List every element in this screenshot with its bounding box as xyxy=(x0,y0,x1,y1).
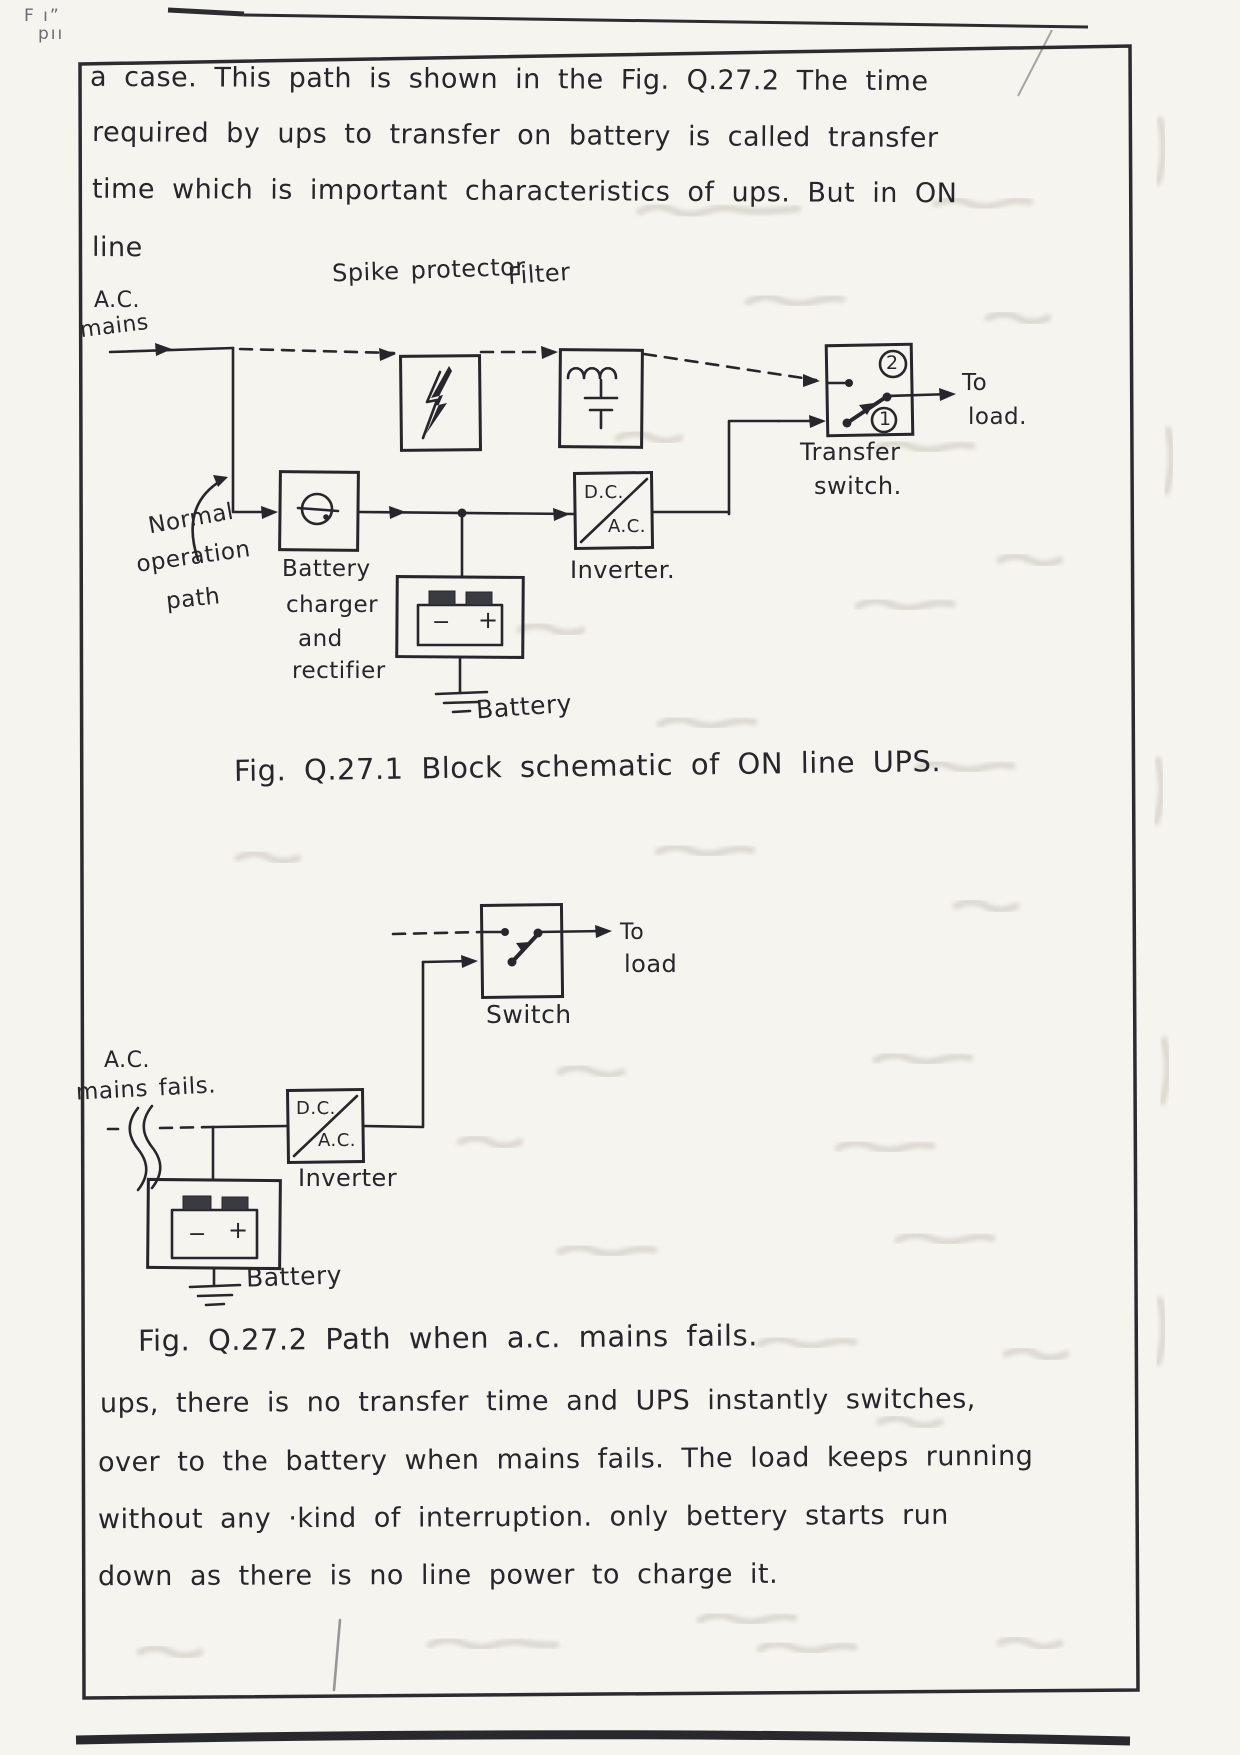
arrowhead xyxy=(803,374,820,387)
intro-line-4: line xyxy=(92,232,143,263)
fig1-battery-label: Battery xyxy=(475,688,573,725)
arrowhead xyxy=(379,348,396,361)
fig1-normal-path-label: operation xyxy=(134,536,253,578)
fig1-inverter-dc-label: D.C. xyxy=(584,482,624,503)
terminal-dot xyxy=(501,928,509,936)
fig1-battery-terminal xyxy=(466,592,492,605)
fig2-battery-plus: + xyxy=(228,1216,249,1244)
fig2-dead-mains-dash xyxy=(393,932,482,934)
arrowhead xyxy=(595,925,612,938)
fig1-charger-label: and xyxy=(298,626,343,652)
fig1-charger-label: charger xyxy=(286,592,379,618)
fig2-dashed-wire xyxy=(160,1127,213,1128)
spike-protector-box xyxy=(401,356,481,451)
arrowhead xyxy=(541,346,558,359)
fig2-mains-fails-label: mains fails. xyxy=(75,1072,217,1106)
corner-pen-mark: F ı” xyxy=(24,6,61,26)
fig2-inverter-ac-label: A.C. xyxy=(318,1130,357,1151)
fig2-caption: Fig. Q.27.2 Path when a.c. mains fails. xyxy=(137,1318,758,1358)
page-frame xyxy=(76,10,1138,1741)
fig2-to-load-label: To xyxy=(620,920,645,945)
charger-meter-dot xyxy=(323,514,329,520)
fig1-filter-label: Filter xyxy=(507,257,572,291)
fig1-schematic xyxy=(110,343,956,712)
fig1-spike-protector-label: Spike protector xyxy=(331,252,527,288)
fig1-contact-2-label: 2 xyxy=(886,352,899,374)
intro-line-2: required by ups to transfer on battery is called transfer xyxy=(91,117,939,154)
stray-pen-stroke xyxy=(334,1620,340,1690)
fig1-inverter-riser xyxy=(729,421,779,514)
arrowhead xyxy=(809,415,826,428)
terminal-dot xyxy=(845,379,853,387)
fig1-ac-mains-label: mains xyxy=(78,309,151,344)
fig1-ac-mains-label: A.C. xyxy=(94,288,141,313)
fig2-riser-wire xyxy=(363,962,423,1127)
fig1-battery-minus: − xyxy=(432,610,451,635)
corner-pen-mark: pıı xyxy=(38,24,65,44)
fig2-battery-terminal xyxy=(183,1196,211,1210)
fig2-mains-fails-label: A.C. xyxy=(104,1048,151,1073)
fig1-battery-terminal xyxy=(429,591,455,605)
top-edge-line xyxy=(244,15,1088,27)
fig2-battery-label: Battery xyxy=(245,1260,343,1293)
fig2-to-load-label: load xyxy=(624,950,678,978)
arrowhead xyxy=(461,955,478,968)
fig1-transfer-switch-label: Transfer xyxy=(800,438,901,466)
arrowhead xyxy=(261,506,278,519)
fig1-to-load-label: To xyxy=(962,370,988,396)
fig1-transfer-switch-label: switch. xyxy=(814,472,902,500)
fig1-normal-path-label: Normal xyxy=(146,498,236,540)
fig1-dashed-wire-1 xyxy=(240,349,394,353)
closing-line-2: over to the battery when mains fails. The load keeps running xyxy=(97,1440,1034,1479)
arrowhead xyxy=(553,508,570,521)
arrowhead xyxy=(939,388,956,401)
fig2-switch-label: Switch xyxy=(486,1000,572,1029)
fig1-dashed-wire-3 xyxy=(644,354,816,380)
fig1-mains-wire xyxy=(110,348,233,352)
inductor-symbol xyxy=(568,368,616,378)
fig1-to-load-label: load. xyxy=(968,404,1027,430)
fig2-inverter-dc-label: D.C. xyxy=(296,1098,336,1119)
arrowhead xyxy=(389,506,406,519)
fig2-battery-minus: − xyxy=(188,1222,207,1247)
closing-line-1: ups, there is no transfer time and UPS instantly switches, xyxy=(99,1383,976,1420)
closing-line-4: down as there is no line power to charge it. xyxy=(97,1558,779,1593)
fig2-inverter-label: Inverter xyxy=(298,1164,398,1192)
transfer-switch-box xyxy=(826,344,913,435)
terminal-dot xyxy=(843,419,852,428)
arrowhead xyxy=(155,343,172,356)
intro-line-3: time which is important characteristics of ups. But in ON xyxy=(91,173,958,210)
closing-line-3: without any ·kind of interruption. only bettery starts run xyxy=(97,1499,949,1536)
fig2-inverter-in-wire xyxy=(213,1126,288,1127)
fig1-contact-1-label: 1 xyxy=(879,408,892,430)
top-edge-mark xyxy=(168,10,244,14)
corner-crease xyxy=(1018,30,1052,96)
terminal-dot xyxy=(508,958,517,967)
fig1-branch-wire xyxy=(233,348,272,512)
bottom-page-edge xyxy=(76,1735,1130,1741)
fig2-output-wire xyxy=(538,931,605,932)
ground-symbol xyxy=(190,1285,240,1305)
fig1-inverter-ac-label: A.C. xyxy=(608,516,647,537)
fig1-inverter-label: Inverter. xyxy=(570,556,676,584)
battery-charger-box xyxy=(280,472,359,551)
fig2-battery-terminal xyxy=(222,1197,248,1210)
intro-line-1: a case. This path is shown in the Fig. Q.27.2 The time xyxy=(89,61,929,98)
capacitor-symbol xyxy=(585,380,617,428)
fig1-caption: Fig. Q.27.1 Block schematic of ON line UPS. xyxy=(233,744,942,788)
fig1-battery-plus: + xyxy=(478,606,499,634)
fig1-charger-label: Battery xyxy=(282,556,371,582)
fig2-battery-outer-box xyxy=(148,1179,281,1268)
fig2-schematic xyxy=(108,905,612,1305)
fig1-normal-path-label: path xyxy=(164,583,222,615)
fig1-charger-label: rectifier xyxy=(292,658,386,684)
